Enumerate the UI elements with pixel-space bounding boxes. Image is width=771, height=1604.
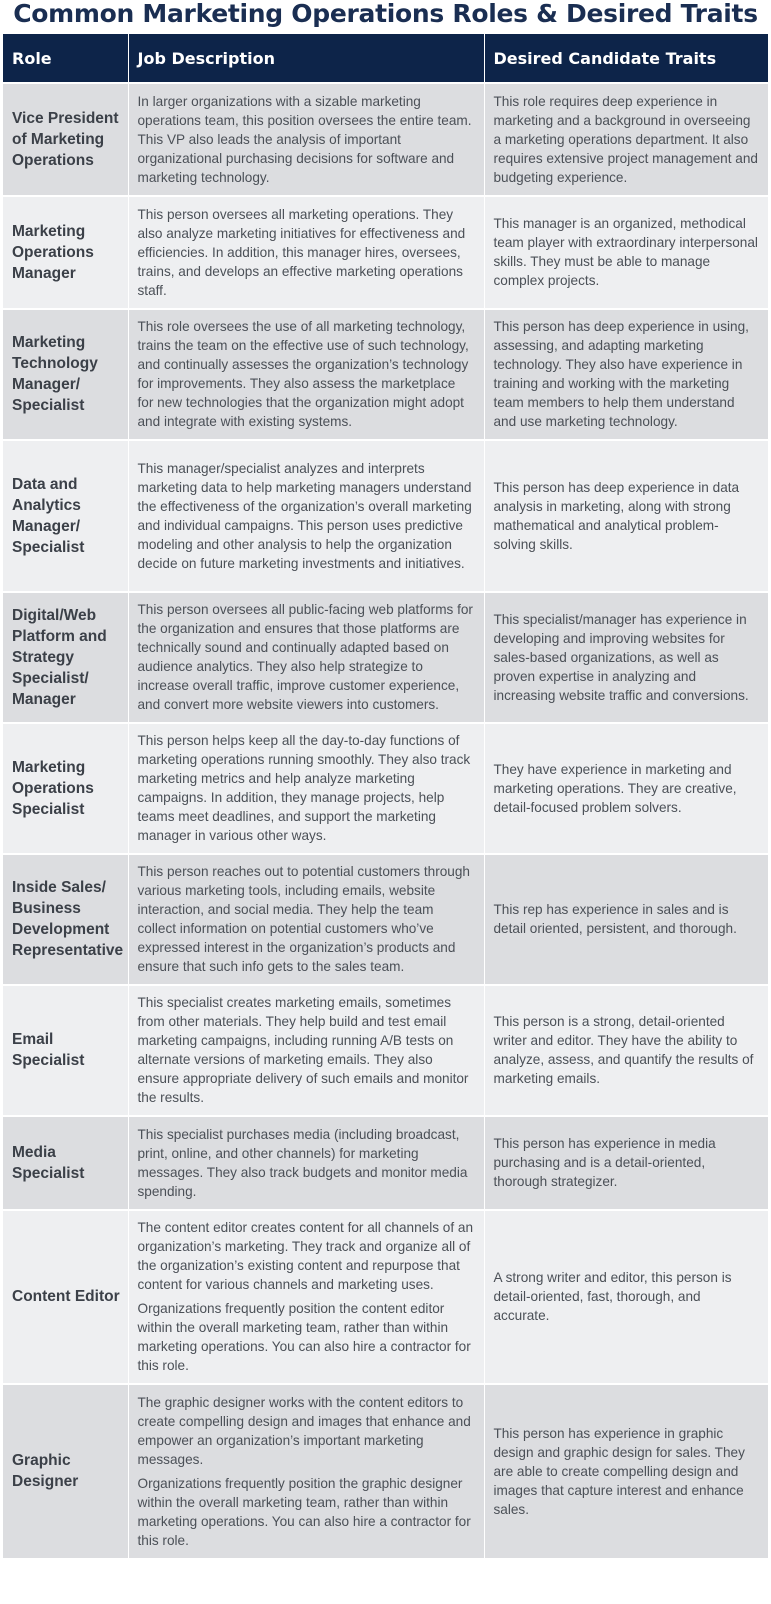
table-row xyxy=(3,83,768,196)
description-cell xyxy=(128,83,484,196)
traits-cell: They have experience in marketing and marketing operations. They are creative, detail-focused problem solvers. xyxy=(484,723,768,854)
role-cell: Marketing Technology Manager/ Specialist xyxy=(3,309,128,440)
description-cell xyxy=(128,854,484,985)
traits-cell: This manager is an organized, methodical team player with extraordinary interpersonal skills. They must be able to manage complex projects. xyxy=(484,196,768,309)
table-row xyxy=(3,440,768,592)
column-header-description: Job Description xyxy=(128,34,484,83)
role-cell: Content Editor xyxy=(3,1210,128,1384)
description-cell xyxy=(128,592,484,723)
description-cell xyxy=(128,1116,484,1210)
column-header-role: Role xyxy=(3,34,128,83)
table-body xyxy=(3,83,768,1558)
role-cell: Marketing Operations Specialist xyxy=(3,723,128,854)
table-row xyxy=(3,309,768,440)
description-paragraph: The content editor creates content for all channels of an organization’s marketing. They track and organize all of the organization’s existing content and repurpose that content for various channels and marketing uses. xyxy=(137,1220,474,1292)
description-cell xyxy=(128,723,484,854)
role-cell: Data and Analytics Manager/ Specialist xyxy=(3,440,128,592)
table-row xyxy=(3,723,768,854)
table-header-row xyxy=(3,34,768,83)
traits-cell: This specialist/manager has experience in developing and improving websites for sales-based organizations, as well as proven expertise in analyzing and increasing website traffic and conversions. xyxy=(484,592,768,723)
role-cell: Marketing Operations Manager xyxy=(3,196,128,309)
description-paragraph: This manager/specialist analyzes and interprets marketing data to help marketing managers understand the effectiveness of the organization’s overall marketing and individual campaigns. This person uses predictive modeling and other analysis to help the organization decide on future marketing investments and initiatives. xyxy=(137,460,472,571)
table-row xyxy=(3,1210,768,1384)
description-paragraph: Organizations frequently position the graphic designer within the overall marketing team, rather than within marketing operations. You can also hire a contractor for this role. xyxy=(137,1475,471,1548)
role-cell: Digital/Web Platform and Strategy Specialist/ Manager xyxy=(3,592,128,723)
table-row xyxy=(3,854,768,985)
description-paragraph: This specialist purchases media (including broadcast, print, online, and other channels) for marketing messages. They also track budgets and monitor media spending. xyxy=(137,1126,468,1199)
description-paragraph: This role oversees the use of all marketing technology, trains the team on the effective use of such technology, and continually assesses the organization’s technology for improvements. They also assess the marketplace for new technologies that the organization might adopt and integrate with existing systems. xyxy=(137,319,469,429)
description-paragraph: This person reaches out to potential customers through various marketing tools, including emails, website interaction, and social media. They help the team collect information on potential customers who’ve expressed interest in the organization’s products and ensure that such info gets to the sales team. xyxy=(137,864,470,974)
table-row xyxy=(3,1384,768,1558)
column-header-traits: Desired Candidate Traits xyxy=(484,34,768,83)
role-cell: Graphic Designer xyxy=(3,1384,128,1558)
table-row xyxy=(3,196,768,309)
role-cell: Email Specialist xyxy=(3,985,128,1116)
description-paragraph: In larger organizations with a sizable marketing operations team, this position oversees the entire team. This VP also leads the analysis of important organizational purchasing decisions for software and marketing technology. xyxy=(137,93,472,185)
description-paragraph: This person oversees all public-facing web platforms for the organization and ensures that those platforms are technically sound and continually adapted based on audience analytics. They also help strategize to increase overall traffic, improve customer experience, and convert more website viewers into customers. xyxy=(137,602,473,712)
role-cell: Inside Sales/ Business Development Representative xyxy=(3,854,128,985)
table-row xyxy=(3,1116,768,1210)
role-cell: Vice President of Marketing Operations xyxy=(3,83,128,196)
traits-cell: This rep has experience in sales and is detail oriented, persistent, and thorough. xyxy=(484,854,768,985)
description-cell xyxy=(128,196,484,309)
traits-cell: This person has deep experience in data analysis in marketing, along with strong mathematical and analytical problem-solving skills. xyxy=(484,440,768,592)
roles-table xyxy=(3,34,768,1558)
description-cell xyxy=(128,440,484,592)
description-cell xyxy=(128,309,484,440)
traits-cell: This person has deep experience in using, assessing, and adapting marketing technology. They also have experience in training and working with the marketing team members to help them understand and use marketing technology. xyxy=(484,309,768,440)
description-cell xyxy=(128,1384,484,1558)
traits-cell: This role requires deep experience in marketing and a background in overseeing a marketing operations department. It also requires extensive project management and budgeting experience. xyxy=(484,83,768,196)
description-paragraph: The graphic designer works with the content editors to create compelling design and images that enhance and empower an organization’s important marketing messages. xyxy=(137,1394,471,1467)
description-cell xyxy=(128,1210,484,1384)
traits-cell: This person has experience in graphic design and graphic design for sales. They are able to create compelling design and images that capture interest and enhance sales. xyxy=(484,1384,768,1558)
description-cell xyxy=(128,985,484,1116)
traits-cell: This person has experience in media purchasing and is a detail-oriented, thorough strategizer. xyxy=(484,1116,768,1210)
description-paragraph: This person oversees all marketing operations. They also analyze marketing initiatives for effectiveness and efficiencies. In addition, this manager hires, oversees, trains, and develops an effective marketing operations staff. xyxy=(137,206,466,298)
traits-cell: A strong writer and editor, this person is detail-oriented, fast, thorough, and accurate. xyxy=(484,1210,768,1384)
role-cell: Media Specialist xyxy=(3,1116,128,1210)
page-title: Common Marketing Operations Roles & Desired Traits xyxy=(13,0,758,28)
description-paragraph: This specialist creates marketing emails, sometimes from other materials. They help build and test email marketing campaigns, including running A/B tests on alternate versions of marketing emails. They also ensure appropriate delivery of such emails and monitor the results. xyxy=(137,995,469,1105)
description-paragraph: Organizations frequently position the content editor within the overall marketing team, rather than within marketing operations. You can also hire a contractor for this role. xyxy=(137,1301,471,1373)
traits-cell: This person is a strong, detail-oriented writer and editor. They have the ability to analyze, assess, and quantify the results of marketing emails. xyxy=(484,985,768,1116)
table-row xyxy=(3,985,768,1116)
table-row xyxy=(3,592,768,723)
description-paragraph: This person helps keep all the day-to-day functions of marketing operations running smoothly. They also track marketing metrics and help analyze marketing campaigns. In addition, they manage projects, help teams meet deadlines, and support the marketing manager in various other ways. xyxy=(137,733,471,843)
